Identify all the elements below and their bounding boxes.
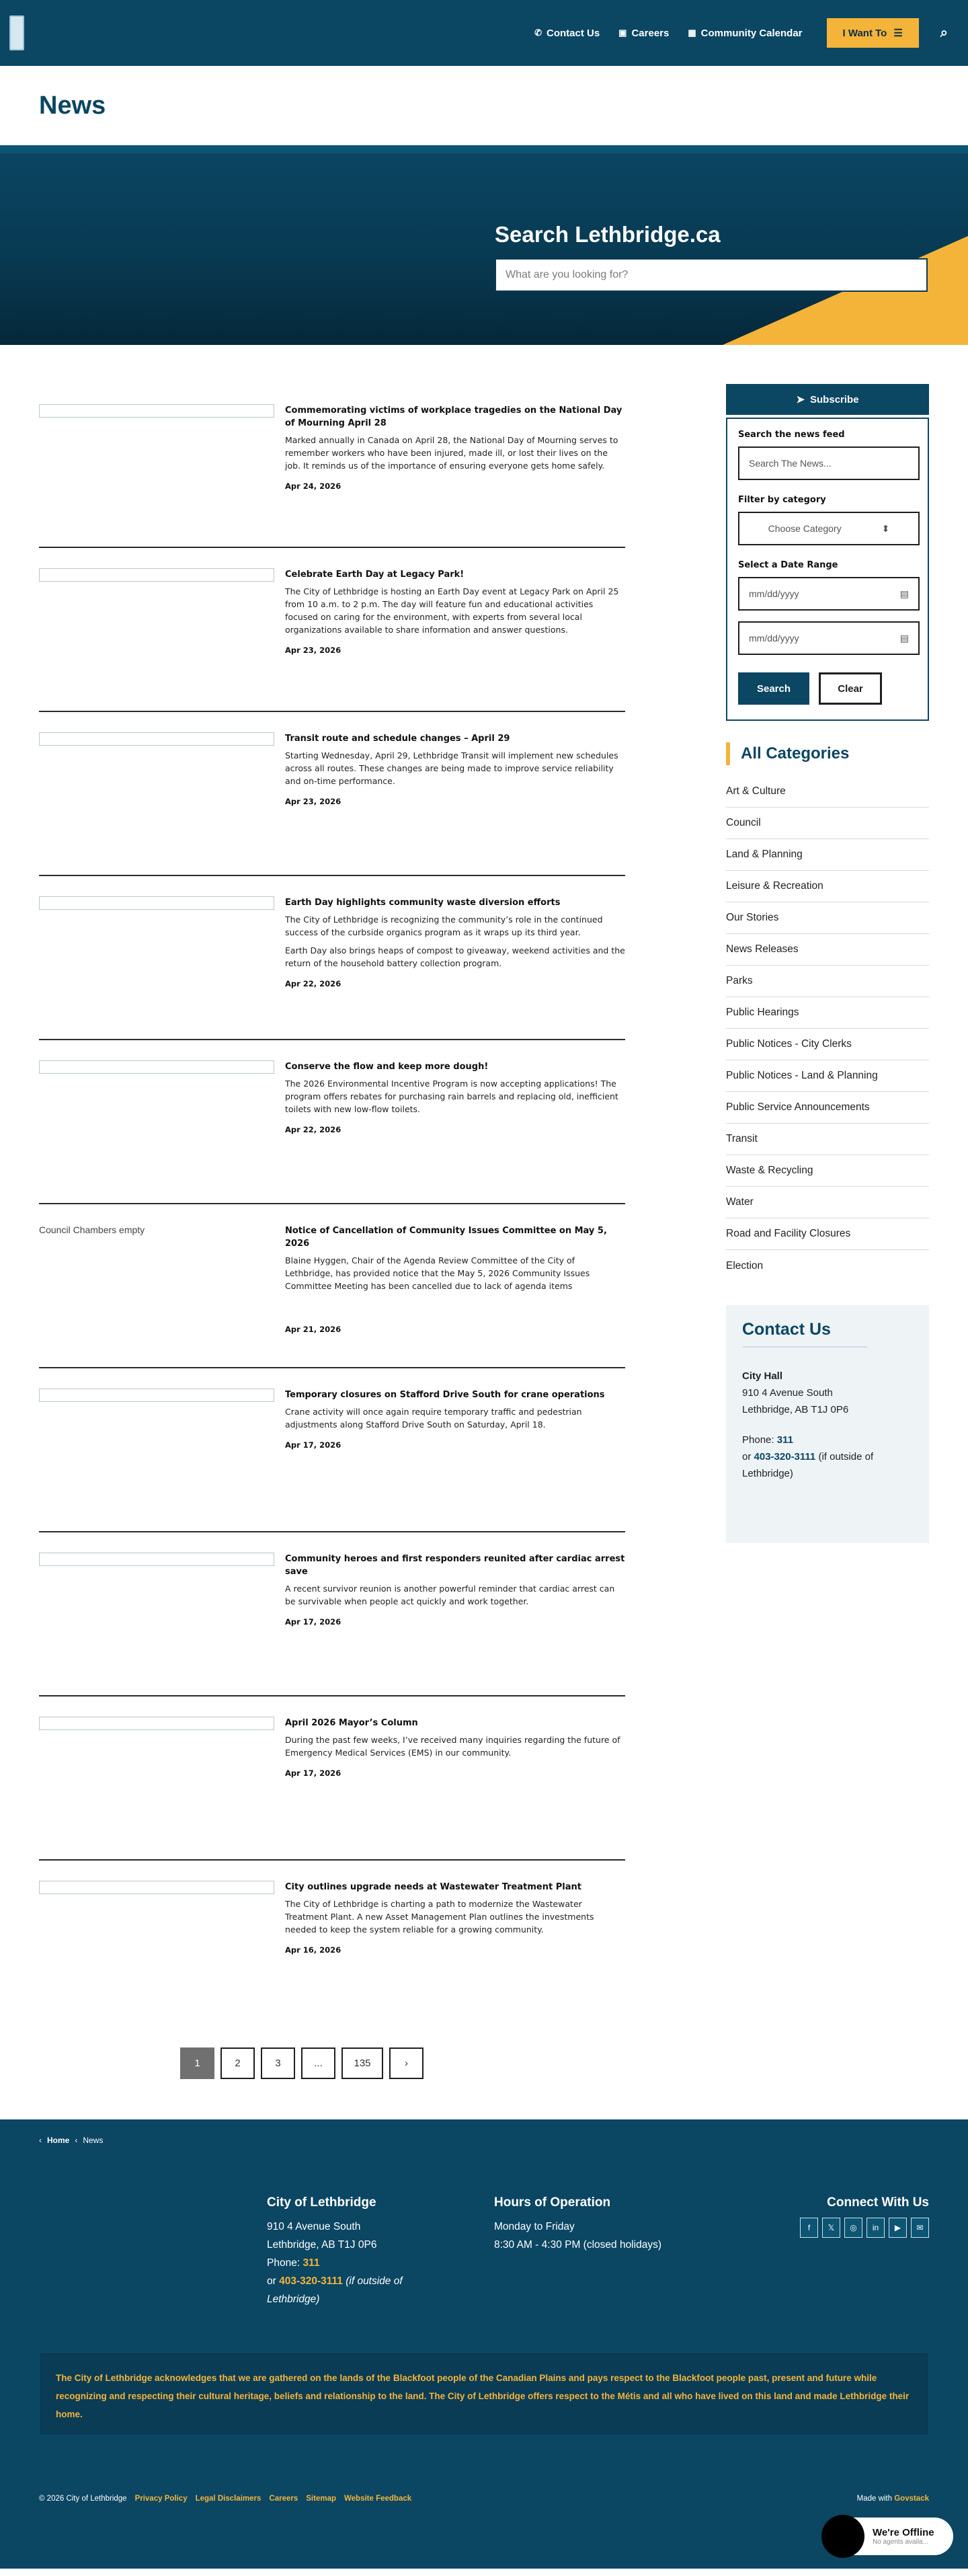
instagram-icon[interactable]: ◎: [844, 2218, 862, 2238]
news-summary: The City of Lethbridge is hosting an Earth Day event at Legacy Park on April 25 from 10 a.m. to 2 p.m. The day will feature fun and educational activities focused on caring for the environment, with experts from several local organizations available to share information and answer questions.: [285, 586, 619, 635]
news-title[interactable]: Notice of Cancellation of Community Issues Committee on May 5, 2026: [285, 1226, 607, 1249]
contact-card: [726, 1305, 929, 1543]
footer-phone-label: Phone:: [267, 2257, 303, 2269]
email-icon[interactable]: ✉: [911, 2218, 929, 2238]
chat-widget[interactable]: [824, 2518, 953, 2555]
news-item: [39, 1532, 625, 1696]
news-thumbnail[interactable]: [39, 1881, 274, 1894]
news-title[interactable]: Commemorating victims of workplace tragedies on the National Day of Mourning April 28: [285, 405, 622, 428]
news-item: [39, 1696, 625, 1861]
footer-address1: 910 4 Avenue South: [267, 2221, 361, 2232]
date-range-label: Select a Date Range: [738, 560, 838, 570]
news-body: [285, 1389, 625, 1531]
chat-text: [873, 2527, 934, 2546]
news-date: Apr 23, 2026: [285, 797, 341, 806]
footer-link-legal[interactable]: Legal Disclaimers: [195, 2495, 261, 2503]
news-summary: A recent survivor reunion is another powerful reminder that cardiac arrest can be survivable when people act quickly and work together.: [285, 1584, 615, 1606]
footer-address2: Lethbridge, AB T1J 0P6: [267, 2239, 377, 2251]
phone-icon: ✆: [534, 28, 542, 38]
news-body: [285, 732, 625, 875]
news-thumbnail[interactable]: [39, 896, 274, 910]
facebook-icon[interactable]: f: [800, 2218, 818, 2238]
category-list: [726, 776, 929, 1282]
footer-link-privacy[interactable]: Privacy Policy: [134, 2495, 188, 2503]
chat-avatar: [821, 2515, 864, 2558]
footer-phone-link[interactable]: 311: [302, 2257, 320, 2269]
news-item: [39, 876, 625, 1040]
copyright: © 2026 City of Lethbridge: [39, 2495, 127, 2503]
news-item: [39, 548, 625, 712]
date-placeholder: mm/dd/yyyy: [749, 588, 799, 599]
news-date: Apr 16, 2026: [285, 1945, 341, 1955]
category-item[interactable]: Council: [726, 808, 929, 839]
i-want-to-button[interactable]: [827, 18, 919, 48]
contact-address1: 910 4 Avenue South: [742, 1387, 833, 1399]
news-date: Apr 22, 2026: [285, 1125, 341, 1134]
main-content: [0, 384, 968, 2079]
news-summary: The City of Lethbridge is charting a path to modernize the Wastewater Treatment Plant. A new Asset Management Plan outlines the investments needed to keep the system reliable for a growing community.: [285, 1899, 594, 1935]
footer-phone-line: [267, 2254, 435, 2272]
category-item[interactable]: Public Service Announcements: [726, 1092, 929, 1124]
footer-hours-column: [494, 2195, 661, 2254]
subscribe-button[interactable]: [726, 384, 929, 415]
contact-alt-note: (if outside of Lethbridge): [742, 1451, 874, 1479]
contact-alt-phone-line: [742, 1448, 913, 1482]
footer-alt-phone-link[interactable]: 403-320-3111: [279, 2275, 343, 2287]
category-item[interactable]: Waste & Recycling: [726, 1155, 929, 1187]
contact-phone-link[interactable]: 311: [776, 1434, 793, 1446]
category-item[interactable]: Election: [726, 1259, 764, 1272]
paper-plane-icon: ➤: [796, 394, 805, 405]
site-footer: [0, 2119, 968, 2569]
linkedin-icon[interactable]: in: [866, 2218, 885, 2238]
social-links: [800, 2218, 929, 2238]
news-item: [39, 1204, 625, 1368]
news-date: Apr 17, 2026: [285, 1440, 341, 1450]
contact-alt-phone-link[interactable]: 403-320-3111: [754, 1451, 816, 1462]
nav-contact-us[interactable]: [534, 28, 600, 39]
news-title[interactable]: April 2026 Mayor’s Column: [285, 1718, 418, 1728]
footer-connect-column: [800, 2195, 929, 2238]
category-item[interactable]: Parks: [726, 966, 929, 997]
city-logo[interactable]: [9, 15, 24, 50]
category-item[interactable]: Road and Facility Closures: [726, 1218, 929, 1250]
news-thumbnail[interactable]: [39, 1389, 274, 1402]
footer-alt-note: (if outside of Lethbridge): [267, 2275, 403, 2305]
news-summary: The 2026 Environmental Incentive Program is now accepting applications! The program offers rebates for purchasing rain barrels and replacing old, inefficient toilets with new low-flow toilets.: [285, 1079, 618, 1114]
next-page-chevron-icon[interactable]: ›: [389, 2047, 424, 2079]
filter-clear-button[interactable]: Clear: [819, 672, 882, 705]
start-date-input[interactable]: [738, 577, 920, 611]
hero-title: Search Lethbridge.ca: [495, 222, 721, 247]
news-body: [285, 1553, 625, 1695]
footer-or: or: [267, 2275, 280, 2287]
nav-community-calendar[interactable]: [688, 28, 802, 39]
calendar-icon: ▤: [899, 588, 909, 599]
news-item: [39, 1040, 625, 1204]
news-body: [285, 896, 625, 1039]
search-news-label: Search the news feed: [738, 430, 845, 440]
footer-alt-phone-line: [267, 2272, 435, 2308]
made-with: [857, 2495, 929, 2503]
filter-search-button[interactable]: Search: [738, 672, 809, 705]
made-with-label: Made with: [856, 2495, 895, 2503]
land-acknowledgement: The City of Lethbridge acknowledges that we are gathered on the lands of the Blackfoot people of the Canadian Plains and pays respect to the Blackfoot people past, present and future while recognizing and respecting their cultural heritage, beliefs and relationship to the land. The City of Lethbridge offers respect to the Métis and all who have lived on this land and made Lethbridge their home.: [39, 2352, 929, 2435]
news-body: [285, 568, 625, 711]
news-thumbnail[interactable]: [39, 1060, 274, 1074]
page-ellipsis[interactable]: ...: [301, 2047, 335, 2079]
footer-connect-title: Connect With Us: [827, 2195, 929, 2210]
chat-substatus: No agents availa...: [873, 2538, 928, 2546]
news-date: Apr 21, 2026: [285, 1325, 341, 1334]
news-item: [39, 712, 625, 876]
news-title[interactable]: Celebrate Earth Day at Legacy Park!: [285, 570, 465, 580]
news-thumbnail[interactable]: [39, 732, 274, 746]
nav-label: Contact Us: [546, 27, 600, 39]
news-thumbnail[interactable]: [39, 1224, 274, 1367]
category-item[interactable]: Leisure & Recreation: [726, 871, 929, 902]
category-item[interactable]: Public Notices - Land & Planning: [726, 1060, 929, 1092]
news-summary: During the past few weeks, I’ve received many inquiries regarding the future of Emergency Medical Services (EMS) in our community.: [285, 1735, 620, 1758]
news-body: [285, 1881, 625, 2025]
categories-heading: All Categories: [726, 742, 929, 765]
news-date: Apr 23, 2026: [285, 646, 341, 655]
briefcase-icon: ▣: [618, 28, 627, 38]
news-thumbnail[interactable]: [39, 1717, 274, 1730]
news-title[interactable]: Earth Day highlights community waste diversion efforts: [285, 898, 561, 908]
hero-search: [495, 222, 928, 292]
chat-status: We're Offline: [873, 2527, 934, 2538]
news-summary: Starting Wednesday, April 29, Lethbridge Transit will implement new schedules across all routes. These changes are being made to improve service reliability and on-time performance.: [285, 750, 618, 786]
news-summary-extra: Earth Day also brings heaps of compost to giveaway, weekend activities and the return of the household battery collection program.: [285, 945, 625, 968]
category-select-value: Choose Category: [768, 523, 842, 534]
news-thumbnail-alt: Council Chambers empty: [39, 1224, 145, 1235]
contact-title: Contact Us: [742, 1320, 867, 1348]
news-date: Apr 17, 2026: [285, 1617, 341, 1627]
date-placeholder: mm/dd/yyyy: [749, 633, 799, 643]
contact-address2: Lethbridge, AB T1J 0P6: [742, 1404, 849, 1415]
footer-hours-days: Monday to Friday: [494, 2221, 575, 2232]
category-label: Filter by category: [738, 495, 826, 505]
news-title[interactable]: Temporary closures on Stafford Drive South for crane operations: [285, 1390, 605, 1400]
made-by-link[interactable]: Govstack: [894, 2495, 929, 2503]
news-title[interactable]: City outlines upgrade needs at Wastewater Treatment Plant: [285, 1882, 581, 1892]
page-button-3[interactable]: 3: [261, 2047, 295, 2079]
news-list: [39, 384, 625, 2079]
news-summary: Crane activity will once again require temporary traffic and pedestrian adjustments along Stafford Drive South on Saturday, April 18.: [285, 1407, 582, 1430]
news-date: Apr 22, 2026: [285, 979, 341, 988]
category-item[interactable]: News Releases: [726, 934, 929, 966]
footer-link-careers[interactable]: Careers: [269, 2495, 298, 2503]
calendar-icon: ▤: [899, 632, 909, 643]
footer-link-feedback[interactable]: Website Feedback: [344, 2495, 412, 2503]
filter-actions: [738, 672, 917, 705]
i-want-to-label: I Want To: [842, 27, 887, 39]
youtube-icon[interactable]: ▶: [889, 2218, 907, 2238]
list-icon: ☰: [893, 28, 903, 39]
footer-hours-time: 8:30 AM - 4:30 PM (closed holidays): [494, 2239, 661, 2251]
news-body: [285, 1060, 625, 1203]
contact-phone-label: Phone:: [742, 1434, 777, 1446]
breadcrumb: [39, 2136, 103, 2145]
category-item[interactable]: Water: [726, 1187, 929, 1218]
news-summary: Marked annually in Canada on April 28, the National Day of Mourning serves to remember workers who have been injured, made ill, or lost their lives on the job. It reminds us of the importance of ensuring everyone gets home safely.: [285, 435, 618, 471]
news-title[interactable]: Community heroes and first responders reunited after cardiac arrest save: [285, 1554, 625, 1577]
page-title: News: [39, 91, 106, 120]
contact-phone-line: [742, 1432, 913, 1448]
news-title[interactable]: Conserve the flow and keep more dough!: [285, 1062, 489, 1072]
footer-link-sitemap[interactable]: Sitemap: [306, 2495, 336, 2503]
footer-bottom-bar: [39, 2495, 929, 2503]
chevron-left-icon: ‹: [75, 2136, 78, 2145]
twitter-icon[interactable]: 𝕏: [822, 2218, 840, 2238]
pagination: [0, 2047, 625, 2079]
news-summary: Blaine Hyggen, Chair of the Agenda Review Committee of the City of Lethbridge, has provided notice that the May 5, 2026 Community Issues Committee Meeting has been cancelled due to lack of agenda items: [285, 1255, 590, 1291]
page-button-last[interactable]: 135: [341, 2047, 383, 2079]
news-item: [39, 1861, 625, 2025]
contact-or: or: [742, 1451, 754, 1462]
category-item[interactable]: Land & Planning: [726, 839, 929, 871]
news-date: Apr 24, 2026: [285, 481, 341, 491]
category-item[interactable]: Art & Culture: [726, 776, 929, 808]
page-button-1[interactable]: 1: [180, 2047, 214, 2079]
news-thumbnail[interactable]: [39, 568, 274, 582]
news-body: [285, 404, 625, 547]
nav-careers[interactable]: [618, 28, 669, 39]
category-select[interactable]: [738, 512, 920, 545]
category-item[interactable]: Our Stories: [726, 902, 929, 934]
footer-city-column: [267, 2195, 435, 2308]
news-body: [285, 1717, 625, 1859]
page-title-band: [0, 66, 968, 145]
footer-hours-title: Hours of Operation: [494, 2195, 611, 2210]
top-nav: [534, 18, 948, 48]
calendar-icon: ▦: [688, 28, 696, 38]
news-item: [39, 1368, 625, 1532]
nav-label: Community Calendar: [700, 27, 803, 39]
contact-name: City Hall: [742, 1370, 783, 1382]
news-filter-box: [726, 418, 929, 721]
news-title[interactable]: Transit route and schedule changes – April 29: [285, 734, 510, 744]
subscribe-label: Subscribe: [810, 393, 859, 405]
news-date: Apr 17, 2026: [285, 1768, 341, 1778]
news-body: [285, 1224, 625, 1367]
category-item[interactable]: Public Hearings: [726, 997, 929, 1029]
news-search-placeholder: Search The News...: [749, 458, 832, 469]
page-button-2[interactable]: 2: [220, 2047, 255, 2079]
nav-label: Careers: [631, 27, 670, 39]
news-thumbnail[interactable]: [39, 1553, 274, 1566]
news-summary: The City of Lethbridge is recognizing the community’s role in the continued success of the curbside organics program as it wraps up its third year.: [285, 914, 603, 937]
select-arrows-icon: ⬍: [881, 522, 890, 534]
breadcrumb-current: News: [83, 2136, 104, 2145]
end-date-input[interactable]: [738, 621, 920, 655]
category-item[interactable]: Transit: [726, 1124, 929, 1155]
news-search-input[interactable]: [738, 446, 920, 480]
category-item[interactable]: Public Notices - City Clerks: [726, 1029, 929, 1060]
site-search-input[interactable]: [495, 258, 928, 292]
news-thumbnail[interactable]: [39, 404, 274, 418]
chevron-left-icon: ‹: [39, 2136, 42, 2145]
search-icon[interactable]: ⌕: [940, 25, 948, 40]
sidebar: [726, 384, 929, 2079]
breadcrumb-home[interactable]: Home: [47, 2136, 70, 2145]
hero-banner: [0, 145, 968, 345]
news-item: [39, 384, 625, 548]
site-header: [0, 0, 968, 66]
footer-city-title: City of Lethbridge: [267, 2195, 376, 2210]
